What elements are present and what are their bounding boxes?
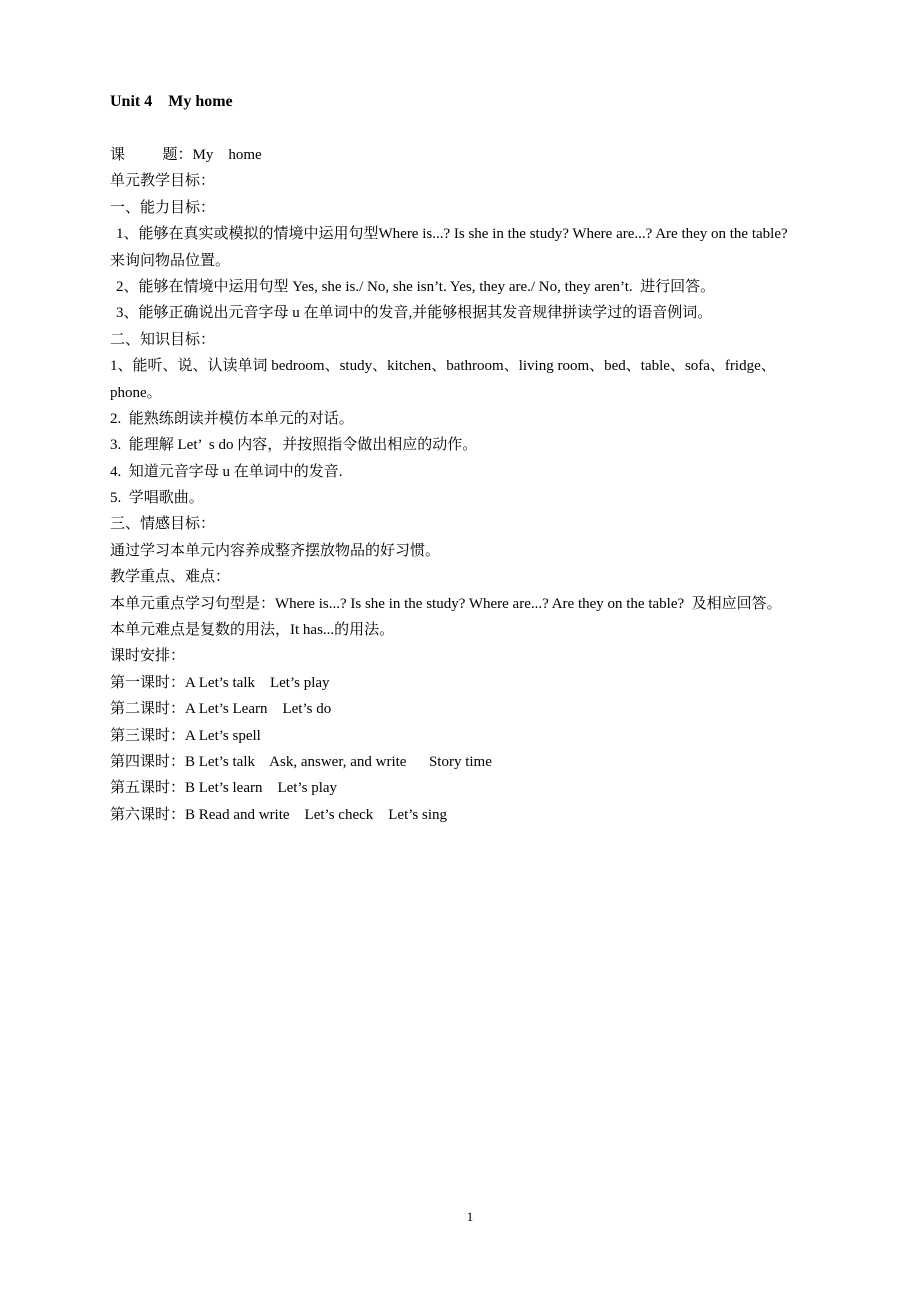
text-line: 第二课时：A Let’s Learn Let’s do (110, 701, 332, 718)
text-line: 第四课时：B Let’s talk Ask, answer, and write Story time (110, 753, 492, 770)
text-line: 第六课时：B Read and write Let’s check Let’s sing (110, 806, 448, 823)
text-line: phone。 (110, 384, 162, 401)
text-line: 2、能够在情境中运用句型 Yes, she is./ No, she isn’t. Yes, they are./ No, they aren’t. 进行回答。 (116, 278, 716, 295)
page-number: 1 (466, 1209, 474, 1224)
text-line: 1、能够在真实或模拟的情境中运用句型Where is...? Is she in the study? Where are...? Are they on the table? (116, 226, 788, 243)
text-line: 本单元重点学习句型是：Where is...? Is she in the study? Where are...? Are they on the table? 及相应回答。 (110, 595, 782, 612)
text-line: 二、知识目标： (110, 331, 216, 348)
text-line: 通过学习本单元内容养成整齐摆放物品的好习惯。 (110, 542, 441, 559)
unit-title: Unit 4 My home (110, 93, 233, 110)
text-line: 第五课时：B Let’s learn Let’s play (110, 780, 338, 797)
text-line: 一、能力目标： (110, 199, 216, 216)
text-line: 第一课时：A Let’s talk Let’s play (110, 674, 330, 691)
document-body (110, 142, 850, 828)
text-line: 2. 能熟练朗读并模仿本单元的对话。 (110, 410, 354, 427)
text-line: 教学重点、难点： (110, 569, 231, 586)
text-line: 5. 学唱歌曲。 (110, 490, 204, 507)
text-line: 第三课时：A Let’s spell (110, 727, 261, 744)
text-line: 来询问物品位置。 (110, 252, 231, 269)
text-line: 课 题：My home (110, 147, 262, 163)
text-line: 三、情感目标： (110, 516, 216, 533)
text-line: 课时安排： (110, 648, 186, 665)
text-line: 3、能够正确说出元音字母 u 在单词中的发音,并能够根据其发音规律拼读学过的语音例词。 (116, 305, 713, 322)
text-line: 1、能听、说、认读单词 bedroom、study、kitchen、bathroom、living room、bed、table、sofa、fridge、 (110, 358, 776, 375)
text-line: 本单元难点是复数的用法，It has...的用法。 (110, 622, 395, 639)
text-line: 单元教学目标： (110, 173, 216, 190)
text-line: 3. 能理解 Let’ s do 内容，并按照指令做出相应的动作。 (110, 437, 478, 454)
text-line: 4. 知道元音字母 u 在单词中的发音. (110, 463, 343, 480)
